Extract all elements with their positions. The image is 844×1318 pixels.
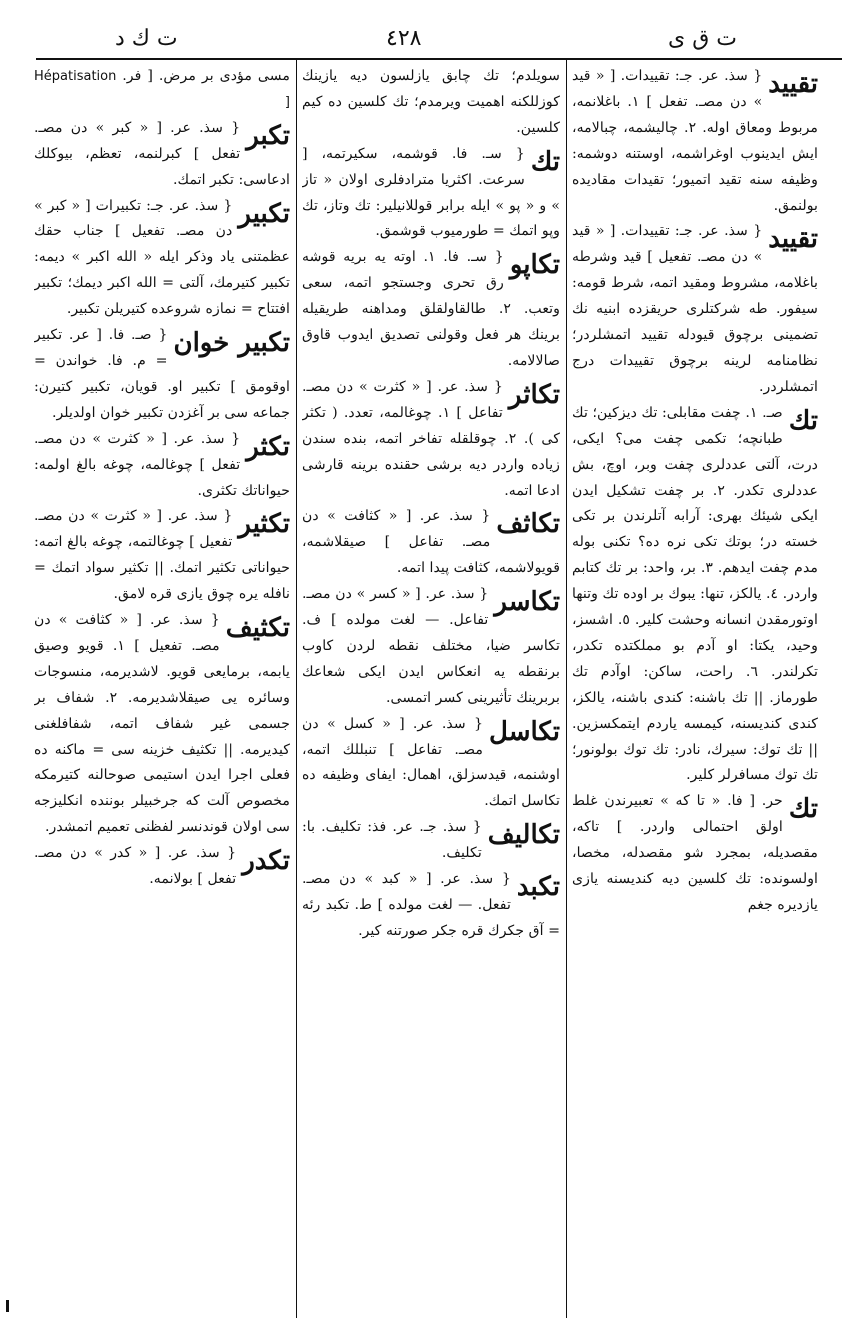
dictionary-entry [302,64,560,142]
definition: { سـ. فا. ١. اوته يه بريه قوشه رق تحرى وجستجو اتمه، سعى وتعب. ٢. طالقاولقلق ومداهنه طريقيله برينك هر فعل وقولنى تصديق ايدوب قاوق صالالامه. [302,249,560,369]
definition: { سذ. عر. [ « كبر » دن مصـ. تفعل ] كبرلنمه، تعظم، بيوكلك ادعاسى: تكبر اتمك. [34,119,290,188]
definition: صـ. ١. چفت مقابلى: تك ديزكين؛ تك طبانچه؛ تكمى چفت مى؟ ايكى، درت، آلتى عددلرى چفت وبر، اوچ، بش عددلرى تكدر. ٢. بر چفت تشكيل ايدن ايكى شيئك بهرى: آرابه آتلرندن بر تكى خسته در؛ بوتك تكى نره ده؟ تكنى بوله مدم چفت ايدهم. ٣. بر، واحد: بر تك كتابم واردر. ٤. يالكز، تنها: يبوك بر اوده تك وتنها اوتورمقدن انسانه وحشت كلير. ٥. اشسز، وحيد، يكتا: او آدم بو مملكتده تكدر، تكرلندر. ٦. راحت، ساكن: اوآدم تك طورماز. || تك باشنه: كندى باشنه، يالكز، كندى كنديسنه، كيمسه ياردم ايتمكسزين. || تك توك: سيرك، نادر: تك توك بولونور؛ تك توك مسافرلر كلير. [572,404,818,784]
dictionary-entry [302,815,560,867]
dictionary-entry [572,789,818,919]
margin-mark [6,1300,9,1312]
definition: { سذ. عر. جـ: تقييدات. [ « قيد » دن مصـ. تفعل ] ١. باغلانمه، مربوط ومعاق اوله. ٢. چاليشمه، چبالامه، ايش ايدينوب اوغراشمه، اوستنه دوشمه: وظيفه سنه تقيد اتميور؛ تقيدات مقاديده بولنمق. [572,68,818,214]
dictionary-entry [302,375,560,505]
headword: تكثير [238,509,290,540]
definition: { سـ. فا. قوشمه، سكيرتمه، [ سرعت. اكثريا مترادفلرى اولان « تاز » و « پو » ايله برابر قوللانيلير: تك وتاز، تك وپو اتمك = طورميوب قوشمق. [302,145,560,240]
header-right-guide: ت ق ى [668,26,737,51]
definition: { سذ. عر. [ « كثافت » دن مصـ. تفاعل ] صيقلاشمه، قويولاشمه، كثافت پيدا اتمه. [302,508,560,577]
headword: تكبير خوان [173,328,290,359]
page-number: ٤٢٨ [386,26,422,51]
headword: تك [788,405,818,436]
headword: تكاليف [487,820,560,851]
headword: تكدر [242,846,290,877]
definition: سويلدم؛ تك چابق يازلسون ديه يازينك كوزللكنه اهميت ويرمدم؛ تك كلسين ده كيم كلسين. [302,68,560,136]
dictionary-entry [34,427,290,505]
headword: تكاپو [509,250,560,281]
definition: { سذ. جـ. عر. فذ: تكليف. با: تكليف. [302,819,482,862]
headword: تكبير [238,198,290,229]
definition: { سذ. عر. جـ: تكبيرات [ « كبر » دن مصـ. تفعيل ] جناب حقك عظمتنى ياد وذكر ايله « الله اكبر » ديمه: تكبير كتيرمك، آلتى = الله اكبر ديمك؛ تكبير افتتاح = نمازه شروعده كتيريلن تكبير. [34,197,290,318]
dictionary-entry [34,64,290,116]
headword: تكاثف [496,509,560,540]
dictionary-entry [34,194,290,324]
headword: تقييد [768,224,818,255]
headword: تكبد [516,872,560,903]
definition: { سذ. عر. [ « كسر » دن مصـ. تفاعل. — لغت مولده ] ف. تكاسر ضيا، مختلف نقطه لردن كاوب برنقطه يه انعكاس ايدن ايكى شعاعك بربرينك تأثيرينى كسر اتمسى. [302,586,560,706]
dictionary-entry [34,841,290,893]
definition: { سذ. عر. [ « كبد » دن مصـ. تفعل. — لغت مولده ] ط. تكبد رئه = آق جكرك قره جكر صورتنه كير. [302,871,560,939]
right-column [572,64,818,1314]
headword: تكاسل [489,716,560,747]
dictionary-entry [302,504,560,582]
headword: تكثر [246,431,290,462]
headword: تكثيف [225,613,290,644]
dictionary-entry [302,582,560,712]
definition: { سذ. عر. [ « كثرت » دن مصـ. تفاعل ] ١. چوغالمه، تعدد. ( تكثر كى ). ٢. چوقلقله تفاخر اتمه، بنده سندن زياده واردر ديه برشى حقنده برينه قارشى ادعا اتمه. [302,378,560,499]
definition: { سذ. عر. [ « كثافت » دن مصـ. تفعيل ] ١. قويو وصيق يابمه، برمايعى قويو. لاشديرمه، منسوجات وسائره يى صيقلاشديرمه. ٢. شفاف بر جسمى غير شفاف اتمه، شفافلغنى كيديرمه. || تكثيف خزينه سى = ماكنه ده فعلى اجرا ايدن استيمى صوحالنه كتيرمكه مخصوص آلت كه جرخبيلر بوننده انكليزجه سى اولان قوندنسر لفظنى تعميم اتمشدر. [34,612,290,836]
definition: { سذ. عر. [ « كثرت » دن مصـ. تفعيل ] چوغالتمه، چوغه بالغ اتمه: حيواناتى تكثير اتمك. || تكثير سواد اتمك = نافله يره چوق يازى قره لامق. [34,508,290,603]
definition: { سذ. عر. [ « كثرت » دن مصـ. تفعل ] چوغالمه، چوغه بالغ اولمه: حيواناتك تكثرى. [34,430,290,499]
headword: تكبر [246,120,290,151]
dictionary-entry [302,712,560,816]
definition: { صـ. فا. [ عر. تكبير = م. فا. خواندن = اوقومق ] تكبير او. قويان، تكبير كتيرن: جماعه سى بر آغزدن تكبير خوان اولديلر. [34,327,290,421]
column-divider [566,60,567,1318]
middle-column [302,64,560,1314]
dictionary-entry [572,64,818,219]
definition: { سذ. عر. [ « كدر » دن مصـ. تفعل ] بولانمه. [34,845,237,888]
header-left-guide: ت ك د [115,26,178,51]
headword: تك [530,146,560,177]
page-header [0,0,844,60]
header-rule [36,58,842,60]
headword: تقييد [768,69,818,99]
left-column [34,64,290,1314]
definition: { سذ. عر. [ « كسل » دن مصـ. تفاعل ] تنبللك اتمه، اوشنمه، قيدسزلق، اهمال: ايفاى وظيفه ده تكاسل اتمك. [302,715,560,810]
headword: تكاسر [494,587,560,618]
column-divider [296,60,297,1318]
dictionary-entry [34,608,290,841]
definition: مسى مؤدى بر مرض. [ فر. [122,68,290,84]
headword: تك [788,794,818,825]
dictionary-entry [572,401,818,790]
headword: تكاثر [508,379,560,410]
dictionary-entry [34,116,290,194]
definition: { سذ. عر. جـ: تقييدات. [ « قيد » دن مصـ. تفعيل ] قيد وشرطه باغلامه، مشروط ومقيد اتمه، شرط قومه: سيفور. طه شركتلرى حريقزده ابنيه نك تضمينى برچوق قيودله تقييد اتمشلردر؛ نظامنامه لرينه برچوق تقييدات درج اتمشلردر. [572,223,818,395]
dictionary-entry [572,219,818,400]
dictionary-entry [302,867,560,945]
dictionary-entry [302,142,560,246]
definition: حر. [ فا. « تا كه » تعبيرندن غلط اولق احتمالى واردر. ] تاكه، مقصديله، بمجرد شو مقصدله، مخصا، اولسونده: تك كلسين ديه كنديسنه يازى يازديره جغم [572,793,818,913]
dictionary-entry [34,323,290,427]
dictionary-entry [34,504,290,608]
dictionary-entry [302,245,560,375]
french-equivalent: Hépatisation ] [34,69,290,110]
